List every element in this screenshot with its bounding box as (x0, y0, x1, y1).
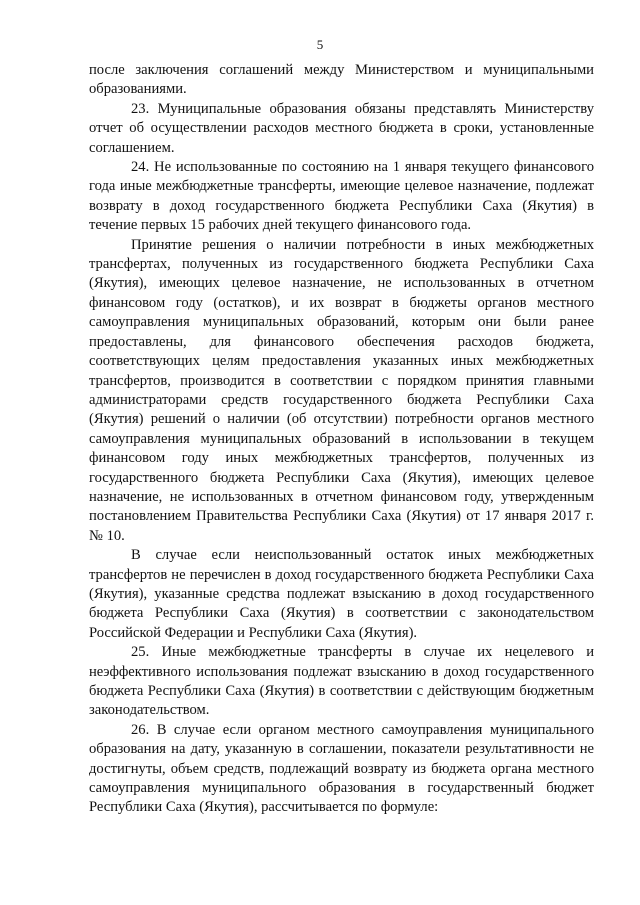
paragraph-24: 24. Не использованные по состоянию на 1 января текущего финансового года иные межбюджетные трансферты, имеющие целевое назначение, подлежат возврату в доход государственного бюджета Республики Саха (Якутия) в течение первых 15 рабочих дней текущего финансового года. (89, 159, 594, 234)
document-body (89, 61, 594, 818)
paragraph-23: 23. Муниципальные образования обязаны представлять Министерству отчет об осуществлении расходов местного бюджета в сроки, установленные соглашением. (89, 100, 594, 156)
paragraph-26: 26. В случае если органом местного самоуправления муниципального образования на дату, указанную в соглашении, показатели результативности не достигнуты, объем средств, подлежащий возврату из бюджета органа местного самоуправления муниципального образования в государственный бюджет Республики Саха (Якутия), рассчитывается по формуле: (89, 721, 594, 816)
paragraph-25: 25. Иные межбюджетные трансферты в случае их нецелевого и неэффективного использования подлежат взысканию в доход государственного бюджета Республики Саха (Якутия) в соответствии с действующим бюджетным законодательством. (89, 644, 594, 719)
paragraph-continuation: после заключения соглашений между Министерством и муниципальными образованиями. (89, 62, 594, 98)
paragraph-decision: Принятие решения о наличии потребности в иных межбюджетных трансфертах, полученных из государственного бюджета Республики Саха (Якутия), имеющих целевое назначение, не использованных в отчетном финансовом году (остатков), и их возврат в бюджеты органов местного самоуправления муниципальных образований, которым они были ранее предоставлены, для финансового обеспечения расходов бюджета, соответствующих целям предоставления указанных иных межбюджетных трансфертов, производится в соответствии с порядком принятия главными администраторами средств государственного бюджета Республики Саха (Якутия) решений о наличии (об отсутствии) потребности органов местного самоуправления муниципальных образований в использовании в текущем финансовом году иных межбюджетных трансфертов, полученных из государственного бюджета Республики Саха (Якутия), имеющих целевое назначение, не использованных в отчетном финансовом году, утвержденным постановлением Правительства Республики Саха (Якутия) от 17 января 2017 г. № 10. (89, 236, 594, 544)
page-number: 5 (316, 37, 324, 52)
paragraph-recovery: В случае если неиспользованный остаток иных межбюджетных трансфертов не перечислен в доход государственного бюджета Республики Саха (Якутия), указанные средства подлежат взысканию в доход государственного бюджета Республики Саха (Якутия) в соответствии с законодательством Российской Федерации и Республики Саха (Якутия). (89, 547, 594, 641)
